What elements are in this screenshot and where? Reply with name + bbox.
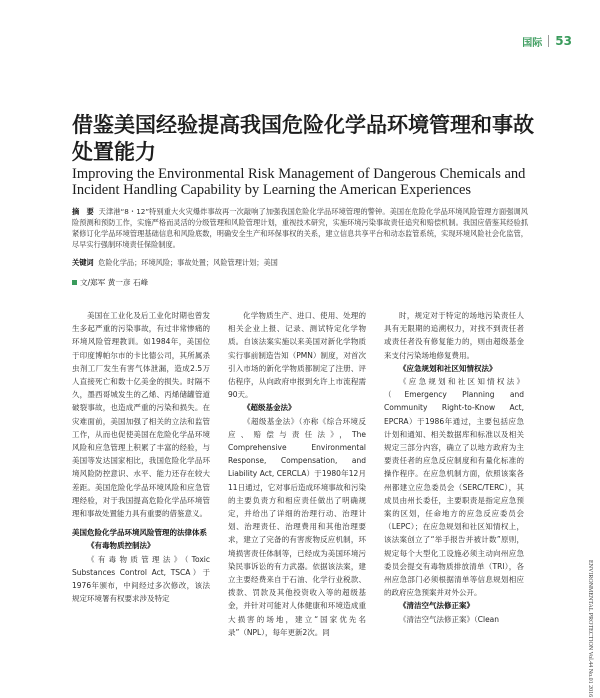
keywords-label: 关键词 — [72, 258, 94, 267]
text-column-3 — [384, 309, 524, 626]
subsection-heading-clean-air: 《清洁空气法修正案》 — [399, 601, 474, 611]
author-line — [72, 277, 148, 288]
section-heading: 美国危险化学品环境风险管理的法律体系 — [72, 528, 207, 538]
article-title-chinese: 借鉴美国经验提高我国危险化学品环境管理和事故处置能力 — [72, 113, 534, 164]
tsca-paragraph: 《有毒物质管理法》（Toxic Substances Control Act, TSCA）于1976年颁布，中间经过多次修改，该法规定环境署有权要求涉及特定 — [72, 554, 210, 604]
text-column-2 — [228, 309, 366, 639]
keywords-text: 危险化学品；环境风险；事故处置；风险管理计划；美国 — [98, 258, 278, 267]
text-column-1 — [72, 309, 210, 605]
epcra-paragraph: 《应急规划和社区知情权法》（Emergency Planning and Community Right-to-Know Act, EPCRA）于1986年通过，主要包括应急计划和通知、相关数据库和标准以及相关规定三部分内容，确立了以地方政府为主要责任者的应急反应制度和有量化标准的操作程序。在应急机制方面，依照该案各州都建立应急委员会（SERC/TERC），其成员由州长委任，主要职责是指定应急预案的区划，任命地方的应急反应委员会（LEPC）；在应急规划和社区知情权上，该法案创立了“举手报告并被计数”原则，规定每个大型化工设施必须主动向州应急委员会提交有毒物质排放清单（TRI），各州应急部门必须根据清单等信息规划相应的政府应急预案并对外公开。 — [384, 377, 524, 598]
tsca-paragraph-continued: 化学物质生产、进口、使用、处理的相关企业上报、记录、测试特定化学物质。自该法案实施以来美国对新化学物质实行事前制造告知（PMN）制度，对首次引入市场的新化学物质都制定了注册、评估程序，从向政府申报到允许上市流程需90天。 — [228, 311, 366, 400]
green-square-icon — [72, 280, 77, 285]
abstract-text: 天津港“8・12”特别重大火灾爆炸事故再一次敲响了加强我国危险化学品环境管理的警钟。美国在危险化学品环境风险管理方面强调风险预测和预防工作，实施严格而灵活的分级管理和风险管理计划，重视技术研究，实施环境污染事故责任追究和赔偿机制。我国应借鉴其经验抓紧修订化学品环境管理基础信息和风险底数，明确安全生产和环保事权的关系，建立信息共享平台和动态监管系统，实现环境风险社会化监管，尽早实行强制环境责任保险制度。 — [72, 207, 528, 249]
abstract-label: 摘 要 — [72, 207, 94, 216]
journal-sidebar — [582, 560, 594, 698]
subsection-heading-epcra: 《应急规划和社区知情权法》 — [399, 363, 497, 373]
article-title-english: Improving the Environmental Risk Management of Dangerous Chemicals and Incident Handling Capability by Learning the American Experiences — [72, 166, 526, 198]
page-header — [522, 34, 572, 48]
superfund-paragraph: 《超级基金法》（亦称《综合环境反应、赔偿与责任法》，The Comprehensive Environmental Response, Compensation, and Liability Act, CERCLA）于1980年12月11日通过，它对事后造成环境事故和污染的主要负责方和相应责任做出了明确规定，并给出了详细的治理行动、治理计划、治理责任、治理费用和其他治理要求，建立了完备的有害废物反应机制，环境损害责任体制等，已经成为美国环境污染民事诉讼的有力武器。依据该法案，建立主要经费来自于石油、化学行业税款、拨款、罚款及其他投资收入等的超级基金，并针对可能对人体健康和环境造成重大损害的场地，建立“国家优先名录”（NPL），每年更新2次。同 — [228, 416, 366, 637]
clean-air-paragraph: 《清洁空气法修正案》（Clean — [399, 614, 500, 624]
subsection-heading-tsca: 《有毒物质控制法》 — [87, 541, 155, 551]
header-divider — [548, 35, 549, 47]
authors-text: 文/郑军 黄一彦 石峰 — [80, 278, 149, 287]
keywords — [72, 257, 528, 268]
abstract — [72, 206, 528, 250]
journal-sidebar-text: ENVIRONMENTAL PROTECTION Vol.44 No.01 2016 — [587, 560, 593, 698]
subsection-heading-superfund: 《超级基金法》 — [243, 403, 296, 413]
intro-paragraph: 美国在工业化及后工业化时期也曾发生多起严重的污染事故，有过非常惨痛的环境风险管理教训。如1984年，美国位于印度博帕尔市的卡比德公司，其所属杀虫剂工厂发生有害气体泄漏，造成2.5万人直接死亡和数十亿美金的损失。时隔不久，墨西哥城发生的乙烯、丙烯储罐管道破裂事故，也造成严重的污染和损失。在灾难面前，美国加强了相关的立法和监管工作，从而也促使美国在危险化学品环境风险和应急管理上积累了丰富的经验，与美国等发达国家相比，我国危险化学品环境风险防控意识、水平、能力还存在较大差距。美国危险化学品环境风险和应急管理经验，对于我国提高危险化学品环境管理和事故处置能力具有重要的借鉴意义。 — [72, 311, 210, 519]
superfund-paragraph-continued: 时，规定对于特定的场地污染责任人具有无限期的追溯权力，对找不到责任者或责任者没有修复能力的，则由超级基金来支付污染场地修复费用。 — [384, 311, 524, 360]
page-number: 53 — [555, 34, 572, 48]
section-label: 国际 — [522, 37, 543, 49]
